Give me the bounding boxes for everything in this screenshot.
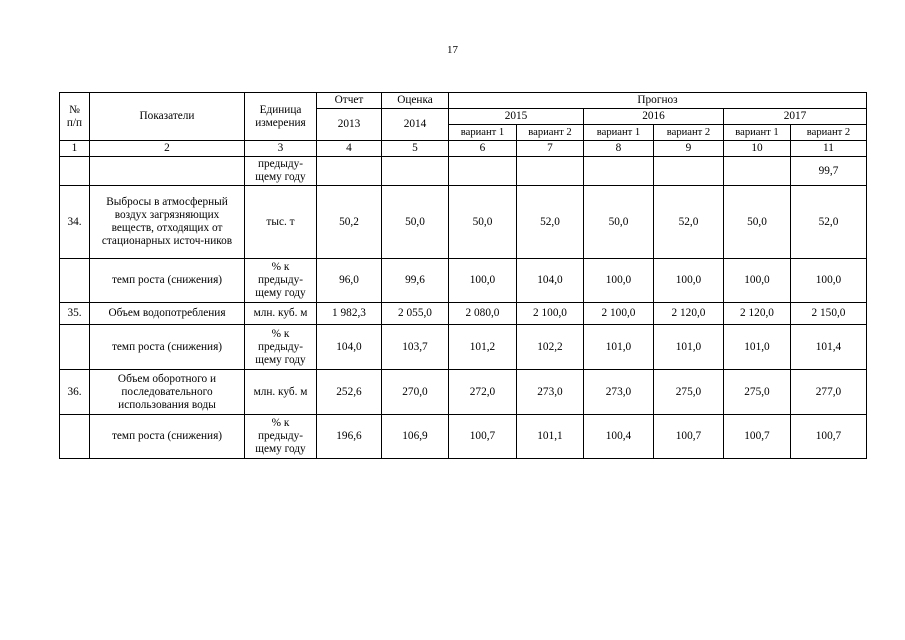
cell-value: 106,9 [382,415,449,459]
row-label: Объем водопотребления [90,303,245,325]
row-unit: тыс. т [245,186,317,259]
col-number: 1 [60,141,90,157]
cell-value: 2 150,0 [791,303,867,325]
cell-value: 275,0 [654,370,724,415]
cell-value: 50,0 [382,186,449,259]
col-number: 11 [791,141,867,157]
col-number: 8 [584,141,654,157]
cell-value: 50,2 [317,186,382,259]
col-number: 7 [517,141,584,157]
row-label: Объем оборотного и последовательного использования воды [90,370,245,415]
cell-value [654,157,724,186]
col-number: 4 [317,141,382,157]
table-row [60,303,867,325]
cell-value: 104,0 [517,259,584,303]
cell-value: 99,6 [382,259,449,303]
cell-value: 101,2 [449,325,517,370]
header-variant: вариант 2 [791,125,867,141]
row-number [60,415,90,459]
header-variant: вариант 1 [724,125,791,141]
cell-value: 101,0 [584,325,654,370]
cell-value [317,157,382,186]
header-estimate: Оценка [382,93,449,109]
row-unit: % к предыду- щему году [245,259,317,303]
cell-value: 50,0 [584,186,654,259]
header-variant: вариант 2 [517,125,584,141]
row-label: темп роста (снижения) [90,415,245,459]
cell-value: 2 100,0 [517,303,584,325]
header-variant: вариант 2 [654,125,724,141]
cell-value: 100,7 [654,415,724,459]
header-forecast: Прогноз [449,93,867,109]
row-unit: % к предыду- щему году [245,325,317,370]
cell-value: 100,7 [791,415,867,459]
cell-value: 101,1 [517,415,584,459]
cell-value: 99,7 [791,157,867,186]
cell-value [382,157,449,186]
header-year-2015: 2015 [449,109,584,125]
cell-value: 52,0 [654,186,724,259]
col-number: 10 [724,141,791,157]
cell-value: 52,0 [791,186,867,259]
row-unit: млн. куб. м [245,370,317,415]
table-row [60,325,867,370]
row-number: 36. [60,370,90,415]
cell-value: 104,0 [317,325,382,370]
row-number: 34. [60,186,90,259]
header-year-2017: 2017 [724,109,867,125]
table-row [60,370,867,415]
cell-value: 102,2 [517,325,584,370]
cell-value: 100,7 [449,415,517,459]
cell-value: 273,0 [517,370,584,415]
col-number: 6 [449,141,517,157]
cell-value: 2 120,0 [654,303,724,325]
cell-value: 100,7 [724,415,791,459]
cell-value: 101,4 [791,325,867,370]
table-row [60,157,867,186]
header-report-year: 2013 [317,109,382,141]
cell-value: 100,0 [791,259,867,303]
cell-value [449,157,517,186]
cell-value [517,157,584,186]
row-label: Выбросы в атмосферный воздух загрязняющих веществ, отходящих от стационарных источ-ников [90,186,245,259]
col-number: 2 [90,141,245,157]
cell-value: 277,0 [791,370,867,415]
row-unit: предыду- щему году [245,157,317,186]
header-num: № п/п [60,93,90,141]
cell-value [724,157,791,186]
col-number: 5 [382,141,449,157]
cell-value: 100,0 [724,259,791,303]
row-number [60,325,90,370]
cell-value: 100,4 [584,415,654,459]
cell-value: 101,0 [654,325,724,370]
column-number-row [60,141,867,157]
cell-value: 100,0 [584,259,654,303]
cell-value [584,157,654,186]
cell-value: 275,0 [724,370,791,415]
header-variant: вариант 1 [584,125,654,141]
header-report: Отчет [317,93,382,109]
header-indicators: Показатели [90,93,245,141]
forecast-table [59,92,867,459]
cell-value: 2 055,0 [382,303,449,325]
header-year-2016: 2016 [584,109,724,125]
cell-value: 2 100,0 [584,303,654,325]
cell-value: 273,0 [584,370,654,415]
row-number [60,157,90,186]
col-number: 9 [654,141,724,157]
row-number: 35. [60,303,90,325]
header-unit: Единица измерения [245,93,317,141]
col-number: 3 [245,141,317,157]
cell-value: 270,0 [382,370,449,415]
row-number [60,259,90,303]
cell-value: 96,0 [317,259,382,303]
table-row [60,186,867,259]
cell-value: 196,6 [317,415,382,459]
cell-value: 50,0 [449,186,517,259]
cell-value: 100,0 [449,259,517,303]
cell-value: 52,0 [517,186,584,259]
cell-value: 1 982,3 [317,303,382,325]
cell-value: 100,0 [654,259,724,303]
cell-value: 2 120,0 [724,303,791,325]
cell-value: 2 080,0 [449,303,517,325]
row-unit: млн. куб. м [245,303,317,325]
row-unit: % к предыду- щему году [245,415,317,459]
header-variant: вариант 1 [449,125,517,141]
page-number: 17 [447,44,458,56]
cell-value: 272,0 [449,370,517,415]
table-row [60,415,867,459]
row-label: темп роста (снижения) [90,259,245,303]
cell-value: 101,0 [724,325,791,370]
header-estimate-year: 2014 [382,109,449,141]
row-label: темп роста (снижения) [90,325,245,370]
row-label [90,157,245,186]
table-row [60,259,867,303]
cell-value: 103,7 [382,325,449,370]
cell-value: 50,0 [724,186,791,259]
cell-value: 252,6 [317,370,382,415]
